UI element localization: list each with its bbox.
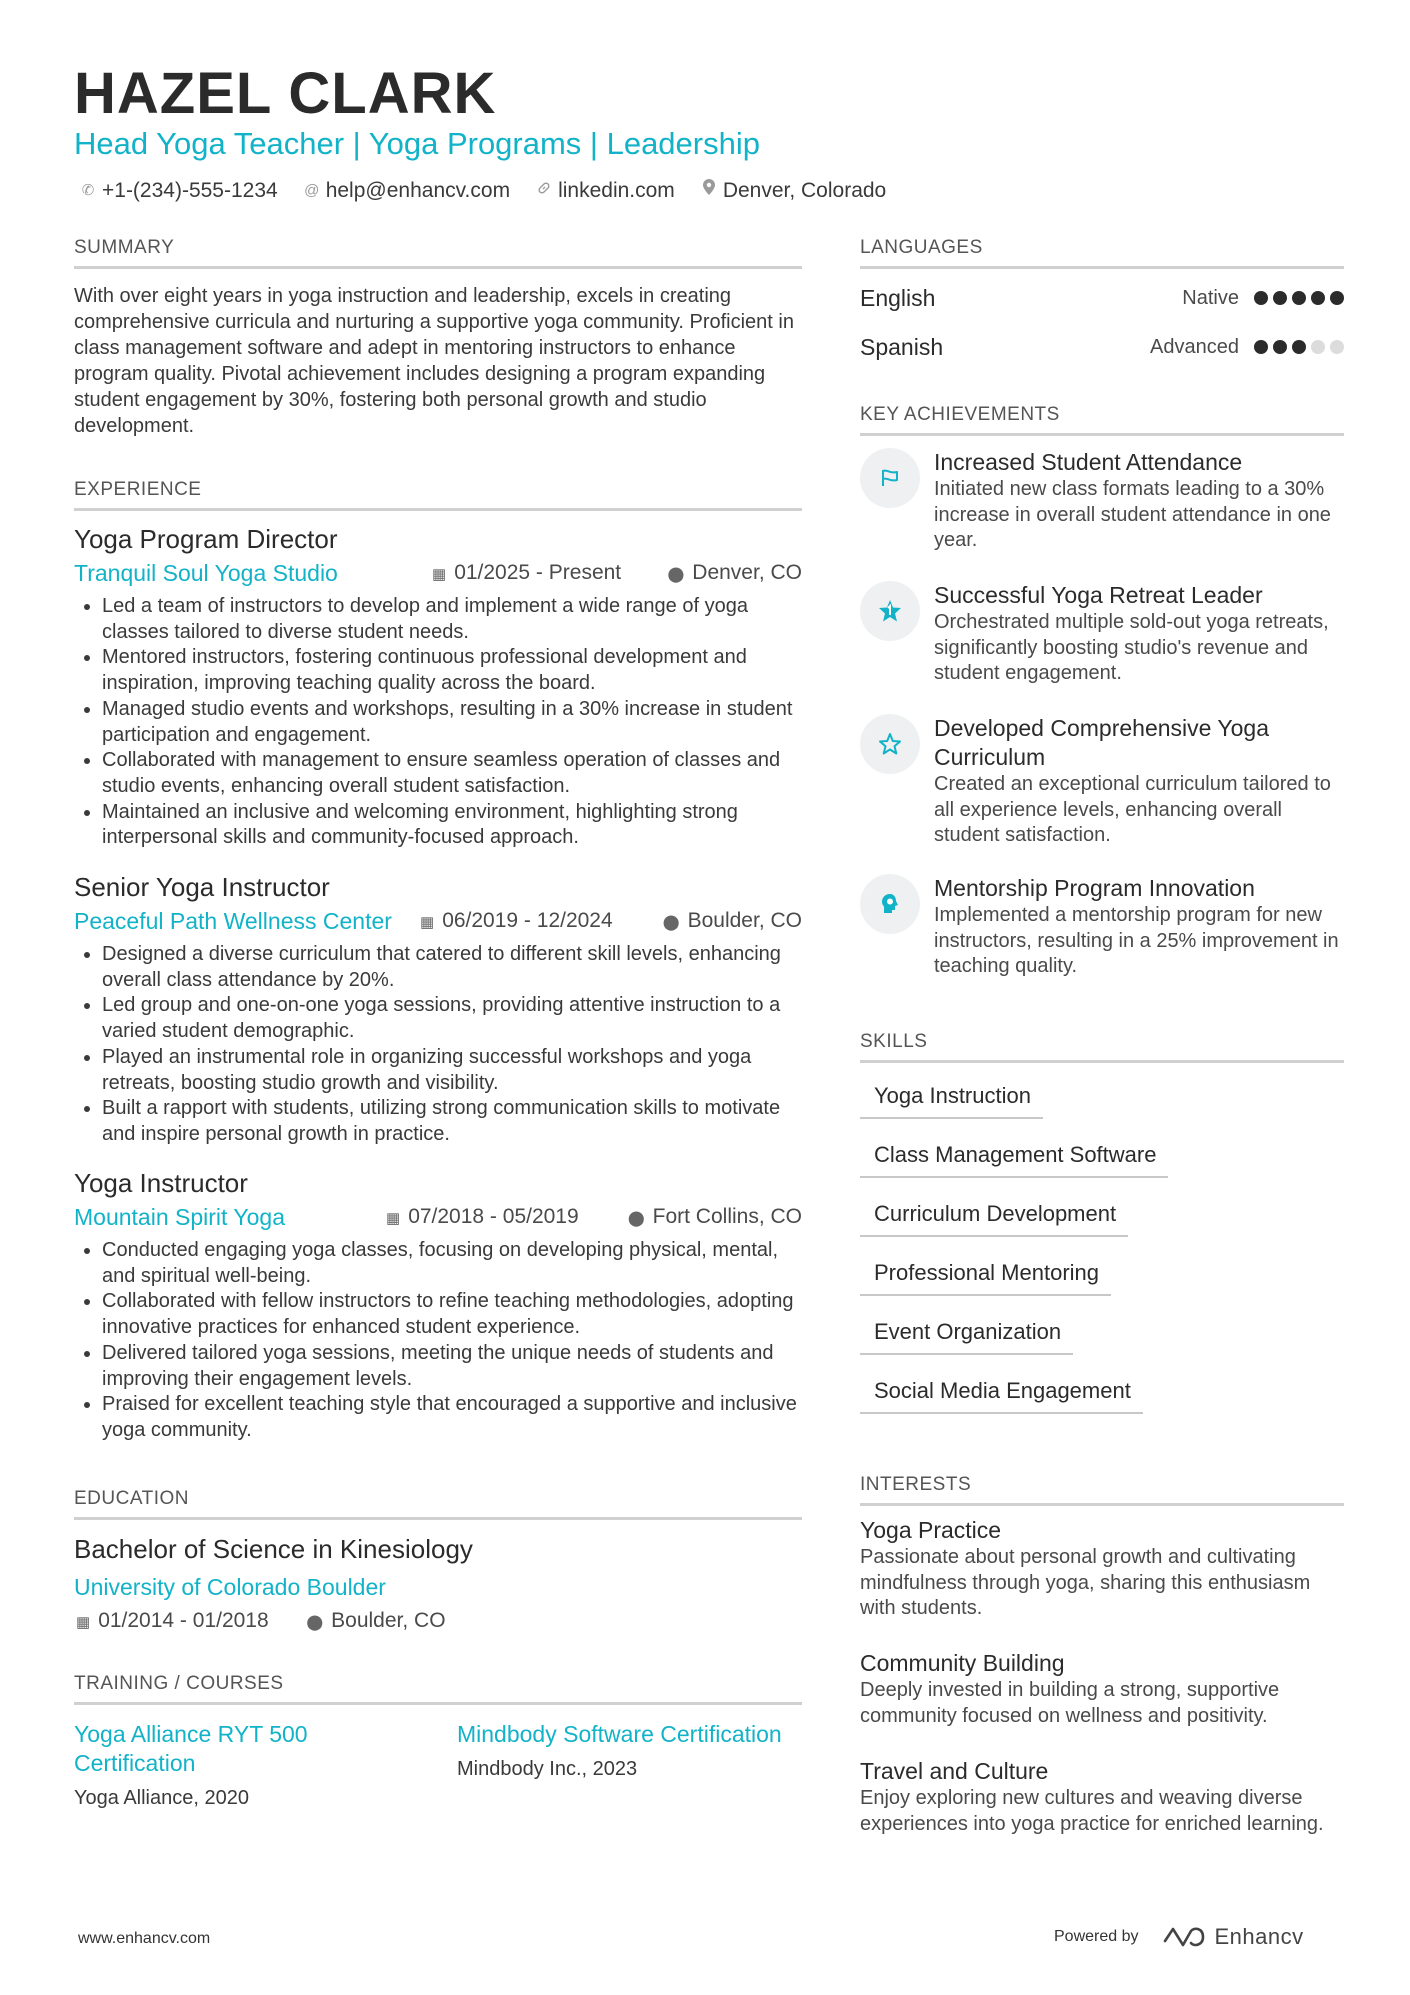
interest-title: Community Building	[860, 1650, 1065, 1676]
headline: Head Yoga Teacher | Yoga Programs | Leadership	[74, 126, 760, 161]
achievement-title: Developed Comprehensive Yoga Curriculum	[934, 715, 1270, 770]
experience-section-title: EXPERIENCE	[74, 478, 802, 511]
footer-branding	[1054, 1924, 1304, 1950]
star-badge-icon	[860, 581, 920, 641]
calendar-icon: ▦	[386, 1210, 401, 1227]
education-section-title: EDUCATION	[74, 1487, 802, 1520]
language-level: Advanced	[1150, 336, 1239, 358]
education-location: Boulder, CO	[331, 1609, 446, 1632]
job-meta	[74, 1200, 802, 1234]
location-pin-icon: ⬤	[662, 914, 680, 931]
rating-dot-filled	[1330, 291, 1344, 305]
achievement-desc: Created an exceptional curriculum tailored to all experience levels, enhancing overall student satisfaction.	[934, 773, 1331, 847]
bullet-item: • Mentored instructors, fostering continuous professional development and inspiration, improving teaching quality across the board.	[102, 645, 802, 696]
language-name: English	[860, 285, 936, 311]
job-bullets	[74, 942, 802, 1148]
rating-dot-filled	[1292, 291, 1306, 305]
course-title: Yoga Alliance RYT 500 Certification	[74, 1721, 308, 1776]
phone-text: +1-(234)-555-1234	[102, 179, 278, 202]
interest-item	[860, 1515, 1344, 1622]
degree-title: Bachelor of Science in Kinesiology	[74, 1534, 473, 1564]
link-icon	[536, 176, 552, 206]
job-meta	[74, 904, 802, 938]
bullet-item: • Designed a diverse curriculum that catered to different skill levels, enhancing overall class attendance by 20%.	[102, 942, 802, 993]
star-outline-icon	[860, 714, 920, 774]
interest-desc: Enjoy exploring new cultures and weaving diverse experiences into yoga practice for enriched learning.	[860, 1787, 1324, 1835]
job-title: Yoga Program Director	[74, 524, 338, 554]
achievements-section-title: KEY ACHIEVEMENTS	[860, 403, 1344, 436]
rating-dot-empty	[1311, 340, 1325, 354]
achievement-body	[934, 448, 1344, 554]
bullet-item: • Maintained an inclusive and welcoming environment, highlighting strong interpersonal skills and community-focused approach.	[102, 800, 802, 851]
brand-logo	[1161, 1924, 1304, 1950]
job-dates-text: 01/2025 - Present	[454, 561, 622, 584]
skill-tag: Professional Mentoring	[860, 1258, 1111, 1296]
achievement-desc: Implemented a mentorship program for new instructors, resulting in a 25% improvement in teaching quality.	[934, 904, 1339, 978]
location-text: Denver, Colorado	[722, 179, 887, 202]
bullet-item: • Collaborated with fellow instructors to refine teaching methodologies, adopting innovative practices for enhanced student experience.	[102, 1289, 802, 1340]
rating-dot-filled	[1273, 291, 1287, 305]
interest-item	[860, 1756, 1344, 1837]
achievement-body	[934, 874, 1344, 980]
achievement-title: Successful Yoga Retreat Leader	[934, 582, 1263, 608]
calendar-icon: ▦	[420, 914, 435, 931]
skill-tag: Social Media Engagement	[860, 1376, 1143, 1414]
bullet-item: • Delivered tailored yoga sessions, meeting the unique needs of students and improving their engagement levels.	[102, 1341, 802, 1392]
bullet-item: • Praised for excellent teaching style that encouraged a supportive and inclusive yoga community.	[102, 1392, 802, 1443]
job-dates	[432, 556, 621, 592]
powered-by-label: Powered by	[1054, 1928, 1139, 1945]
achievement-desc: Orchestrated multiple sold-out yoga retreats, significantly boosting studio's revenue and student engagement.	[934, 611, 1329, 685]
bullet-item: • Collaborated with management to ensure seamless operation of classes and studio events, enhancing overall student satisfaction.	[102, 748, 802, 799]
at-icon: @	[304, 182, 320, 199]
interest-title: Yoga Practice	[860, 1517, 1002, 1543]
job-bullets	[74, 1238, 802, 1444]
course-title: Mindbody Software Certification	[457, 1721, 782, 1747]
language-name: Spanish	[860, 334, 944, 360]
skills-section-title: SKILLS	[860, 1030, 1344, 1063]
job-bullets	[74, 594, 802, 851]
skill-tag: Event Organization	[860, 1317, 1073, 1355]
course-provider: Yoga Alliance, 2020	[74, 1787, 249, 1809]
infinity-logo-icon	[1161, 1925, 1207, 1949]
head-idea-icon	[860, 874, 920, 934]
job-meta	[74, 556, 802, 590]
language-rating	[1254, 291, 1344, 305]
education-meta	[76, 1606, 446, 1638]
language-row	[860, 282, 1344, 314]
job-location-text: Boulder, CO	[687, 909, 802, 932]
interest-item	[860, 1648, 1344, 1729]
job-entry	[74, 870, 802, 1148]
course-provider: Mindbody Inc., 2023	[457, 1758, 638, 1780]
job-location	[667, 556, 802, 592]
job-dates-text: 07/2018 - 05/2019	[408, 1205, 579, 1228]
calendar-icon: ▦	[432, 566, 447, 583]
skill-tag: Yoga Instruction	[860, 1081, 1043, 1119]
job-dates-text: 06/2019 - 12/2024	[442, 909, 613, 932]
interests-section-title: INTERESTS	[860, 1473, 1344, 1506]
school-name: University of Colorado Boulder	[74, 1574, 386, 1600]
flag-icon	[860, 448, 920, 508]
brand-name: Enhancv	[1214, 1924, 1304, 1949]
course-item	[74, 1720, 404, 1812]
interest-desc: Deeply invested in building a strong, supportive community focused on wellness and positivity.	[860, 1679, 1280, 1727]
footer-website[interactable]: www.enhancv.com	[78, 1930, 211, 1947]
company-name: Mountain Spirit Yoga	[74, 1204, 285, 1230]
skill-tag: Class Management Software	[860, 1140, 1168, 1178]
bullet-item: • Led a team of instructors to develop and implement a wide range of yoga classes tailored to diverse student needs.	[102, 594, 802, 645]
job-location-text: Denver, CO	[692, 561, 802, 584]
job-title: Senior Yoga Instructor	[74, 872, 330, 902]
course-item	[457, 1720, 787, 1783]
candidate-name: HAZEL CLARK	[74, 61, 497, 126]
linkedin-text[interactable]: linkedin.com	[558, 179, 675, 202]
bullet-item: • Led group and one-on-one yoga sessions, providing attentive instruction to a varied student demographic.	[102, 993, 802, 1044]
job-location	[663, 904, 802, 940]
job-location	[628, 1200, 802, 1236]
bullet-item: • Conducted engaging yoga classes, focusing on developing physical, mental, and spiritual well-being.	[102, 1238, 802, 1289]
company-name: Tranquil Soul Yoga Studio	[74, 560, 338, 586]
achievement-body	[934, 714, 1344, 849]
company-name: Peaceful Path Wellness Center	[74, 908, 392, 934]
bullet-item: • Built a rapport with students, utilizing strong communication skills to motivate and inspire personal growth in practice.	[102, 1096, 802, 1147]
contact-linkedin[interactable]	[536, 176, 675, 206]
email-text[interactable]: help@enhancv.com	[325, 179, 511, 202]
job-dates	[420, 904, 613, 940]
summary-section-title: SUMMARY	[74, 236, 802, 269]
location-pin-icon: ⬤	[627, 1210, 645, 1227]
rating-dot-filled	[1254, 291, 1268, 305]
language-level: Native	[1182, 287, 1239, 309]
bullet-item: • Managed studio events and workshops, resulting in a 30% increase in student participation and engagement.	[102, 697, 802, 748]
job-location-text: Fort Collins, CO	[652, 1205, 802, 1228]
skill-tag: Curriculum Development	[860, 1199, 1128, 1237]
job-title: Yoga Instructor	[74, 1168, 248, 1198]
location-pin-icon	[701, 176, 717, 206]
bullet-item: • Played an instrumental role in organizing successful workshops and yoga retreats, boosting studio growth and visibility.	[102, 1045, 802, 1096]
rating-dot-empty	[1330, 340, 1344, 354]
job-entry	[74, 1166, 802, 1444]
location-pin-icon: ⬤	[306, 1614, 324, 1631]
location-pin-icon: ⬤	[667, 566, 685, 583]
language-row	[860, 331, 1344, 363]
training-section-title: TRAINING / COURSES	[74, 1672, 802, 1705]
phone-icon: ✆	[81, 182, 95, 199]
interest-desc: Passionate about personal growth and cultivating mindfulness through yoga, sharing this enthusiasm with students.	[860, 1546, 1311, 1620]
achievement-title: Increased Student Attendance	[934, 449, 1243, 475]
rating-dot-filled	[1273, 340, 1287, 354]
rating-dot-filled	[1292, 340, 1306, 354]
job-dates	[386, 1200, 579, 1236]
achievement-title: Mentorship Program Innovation	[934, 875, 1255, 901]
contact-email[interactable]	[304, 176, 510, 206]
rating-dot-filled	[1254, 340, 1268, 354]
achievement-body	[934, 581, 1344, 687]
job-entry	[74, 522, 802, 851]
summary-text: With over eight years in yoga instruction and leadership, excels in creating comprehensive curricula and nurturing a supportive yoga community. Proficient in class management software and adept in mentoring instructors to enhance program quality. Pivotal achievement includes designing a program expanding student engagement by 30%, fostering both personal growth and studio development.	[74, 285, 794, 437]
interest-title: Travel and Culture	[860, 1758, 1049, 1784]
achievement-desc: Initiated new class formats leading to a 30% increase in overall student attendance in one year.	[934, 478, 1331, 552]
education-dates: 01/2014 - 01/2018	[98, 1609, 269, 1632]
contact-bar	[80, 176, 886, 206]
language-rating	[1254, 340, 1344, 354]
rating-dot-filled	[1311, 291, 1325, 305]
calendar-icon: ▦	[76, 1614, 91, 1631]
contact-phone	[80, 176, 278, 206]
languages-section-title: LANGUAGES	[860, 236, 1344, 269]
contact-location	[701, 176, 886, 206]
